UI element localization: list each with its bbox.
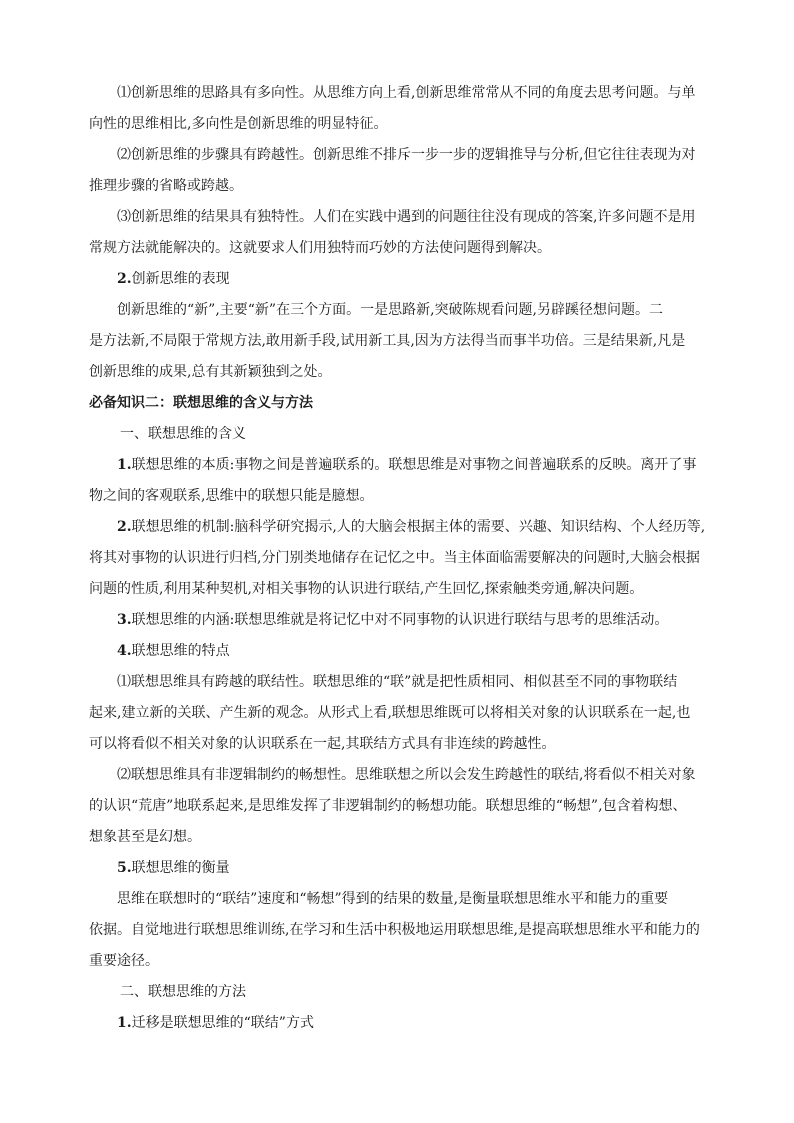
text-line: ⑴创新思维的思路具有多向性。从思维方向上看,创新思维常常从不同的角度去思考问题。与单 xyxy=(117,85,696,101)
item-number: 1. xyxy=(117,1015,132,1031)
item-text: 联想思维的衡量 xyxy=(131,860,230,876)
paragraph-measurement xyxy=(89,884,709,977)
subsection-title-methods: 二、联想思维的方法 xyxy=(120,984,246,1000)
text-line: 将其对事物的认识进行归档,分门别类地储存在记忆之中。当主体面临需要解决的问题时,大脑会根据 xyxy=(89,550,700,566)
text-line xyxy=(89,450,709,481)
paragraph-new-aspects xyxy=(89,295,709,388)
document-body xyxy=(89,78,709,1039)
text-line xyxy=(89,512,709,543)
paragraph-linkage xyxy=(89,667,709,760)
text-line: 物之间的客观联系,思维中的联想只能是臆想。 xyxy=(89,488,374,504)
item-text: 联想思维的机制:脑科学研究揭示,人的大脑会根据主体的需要、兴趣、知识结构、个人经历等, xyxy=(131,519,706,535)
text-line: 想象甚至是幻想。 xyxy=(89,829,201,845)
section-title-knowledge-two: 必备知识二：联想思维的含义与方法 xyxy=(89,395,313,411)
item-number: 5. xyxy=(117,860,132,876)
text-line: 重要途径。 xyxy=(89,953,159,969)
item-text: 迁移是联想思维的“联结”方式 xyxy=(131,1015,314,1031)
item-characteristics xyxy=(89,636,709,667)
paragraph-leap xyxy=(89,140,709,202)
text-line: ⑶创新思维的结果具有独特性。人们在实践中遇到的问题往往没有现成的答案,许多问题不是用 xyxy=(117,209,696,225)
text-line: 可以将看似不相关对象的认识联系在一起,其联结方式具有非连续的跨越性。 xyxy=(89,736,556,752)
item-number: 4. xyxy=(117,643,132,659)
text-line: 创新思维的“新”,主要“新”在三个方面。一是思路新,突破陈规看问题,另辟蹊径想问题。二 xyxy=(117,302,663,318)
text-line: 思维在联想时的“联结”速度和“畅想”得到的结果的数量,是衡量联想思维水平和能力的重要 xyxy=(117,891,669,907)
text-line: 创新思维的成果,总有其新颖独到之处。 xyxy=(89,364,332,380)
text-line: 起来,建立新的关联、产生新的观念。从形式上看,联想思维既可以将相关对象的认识联系在一起,也 xyxy=(89,705,691,721)
text-line: 依据。自觉地进行联想思维训练,在学习和生活中积极地运用联想思维,是提高联想思维水平和能力的 xyxy=(89,922,700,938)
item-number: 1. xyxy=(117,457,132,473)
text-line: ⑵创新思维的步骤具有跨越性。创新思维不排斥一步一步的逻辑推导与分析,但它往往表现为对 xyxy=(117,147,696,163)
item-measurement xyxy=(89,853,709,884)
paragraph-imagination xyxy=(89,760,709,853)
heading-innovation-manifestation xyxy=(89,264,709,295)
text-line: ⑵联想思维具有非逻辑制约的畅想性。思维联想之所以会发生跨越性的联结,将看似不相关对象 xyxy=(117,767,696,783)
text-line: 向性的思维相比,多向性是创新思维的明显特征。 xyxy=(89,116,388,132)
subsection-title-meaning: 一、联想思维的含义 xyxy=(120,426,246,442)
text-line: 推理步骤的省略或跨越。 xyxy=(89,178,243,194)
item-number: 3. xyxy=(117,612,132,628)
item-transfer xyxy=(89,1008,709,1039)
heading-number: 2. xyxy=(117,271,132,287)
item-number: 2. xyxy=(117,519,132,535)
paragraph-uniqueness xyxy=(89,202,709,264)
text-line: 的认识“荒唐”地联系起来,是思维发挥了非逻辑制约的畅想功能。联想思维的“畅想”,包含着构想、 xyxy=(89,798,687,814)
text-line: 是方法新,不局限于常规方法,敢用新手段,试用新工具,因为方法得当而事半功倍。三是结果新,凡是 xyxy=(89,333,686,349)
item-text: 联想思维的特点 xyxy=(131,643,230,659)
text-line: 常规方法就能解决的。这就要求人们用独特而巧妙的方法使问题得到解决。 xyxy=(89,240,551,256)
text-line: 问题的性质,利用某种契机,对相关事物的认识进行联结,产生回忆,探索触类旁通,解决问题。 xyxy=(89,581,644,597)
item-connotation xyxy=(89,605,709,636)
text-line: ⑴联想思维具有跨越的联结性。联想思维的“联”就是把性质相同、相似甚至不同的事物联结 xyxy=(117,674,678,690)
item-text: 联想思维的内涵:联想思维就是将记忆中对不同事物的认识进行联结与思考的思维活动。 xyxy=(131,612,669,628)
item-essence xyxy=(89,450,709,512)
heading-text: 创新思维的表现 xyxy=(131,271,230,287)
item-mechanism xyxy=(89,512,709,605)
paragraph-multidirectional xyxy=(89,78,709,140)
item-text: 联想思维的本质:事物之间是普遍联系的。联想思维是对事物之间普遍联系的反映。离开了事 xyxy=(131,457,697,473)
